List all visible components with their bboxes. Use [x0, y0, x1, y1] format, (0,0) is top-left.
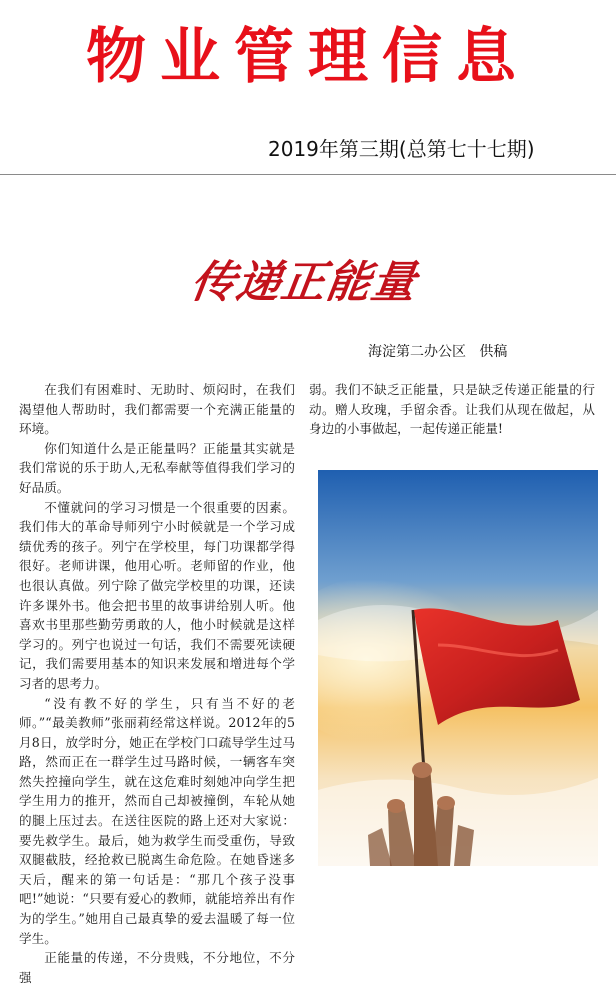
article-column-right [309, 380, 595, 439]
red-flag-photo [318, 470, 598, 866]
article-paragraph: 在我们有困难时、无助时、烦闷时，在我们渴望他人帮助时，我们都需要一个充满正能量的环境。 [19, 382, 295, 437]
issue-label: 2019年第三期(总第七十七期) [268, 137, 535, 161]
header-divider [0, 174, 616, 175]
article-paragraph: “没有教不好的学生，只有当不好的老师。”“最美教师”张丽莉经常这样说。2012年的5月8日，放学时分，她正在学校门口疏导学生过马路，然而正在一群学生过马路时候，一辆客车突然失控撞向学生，就在这危难时刻她冲向学生把学生用力的推开，然而自己却被撞倒，车轮从她的腿上压过去。在送往医院的路上还对大家说：要先救学生。最后，她为救学生而受重伤，导致双腿截肢，经抢救已脱离生命危险。在她昏迷多天后，醒来的第一句话是：“那几个孩子没事吧!”她说：“只要有爱心的教师，就能培养出有作为的学生。”她用自己最真挚的爱去温暖了每一位学生。 [19, 695, 295, 946]
article-headline: 传递正能量 [187, 257, 420, 308]
masthead-title: 物业管理信息 [86, 22, 530, 92]
article-paragraph-continued: 弱。我们不缺乏正能量，只是缺乏传递正能量的行动。赠人玫瑰，手留余香。让我们从现在做起，从身边的小事做起，一起传递正能量! [309, 382, 595, 437]
article-paragraph: 不懂就问的学习习惯是一个很重要的因素。我们伟大的革命导师列宁小时候就是一个学习成绩优秀的孩子。列宁在学校里，每门功课都学得很好。老师讲课，他用心听。老师留的作业，他也很认真做。列宁除了做完学校里的功课，还读许多课外书。他会把书里的故事讲给别人听。他喜欢书里那些勤劳勇敢的人，他小时候就是这样学习的。列宁也说过一句话，我们不需要死读硬记，我们需要用基本的知识来发展和增进每个学习者的思考力。 [19, 499, 295, 691]
article-paragraph: 你们知道什么是正能量吗？正能量其实就是我们常说的乐于助人,无私奉献等值得我们学习的好品质。 [19, 440, 295, 495]
article-paragraph: 正能量的传递，不分贵贱，不分地位，不分强 [19, 950, 295, 985]
article-byline: 海淀第二办公区 供稿 [368, 344, 508, 360]
article-column-left [19, 380, 295, 987]
